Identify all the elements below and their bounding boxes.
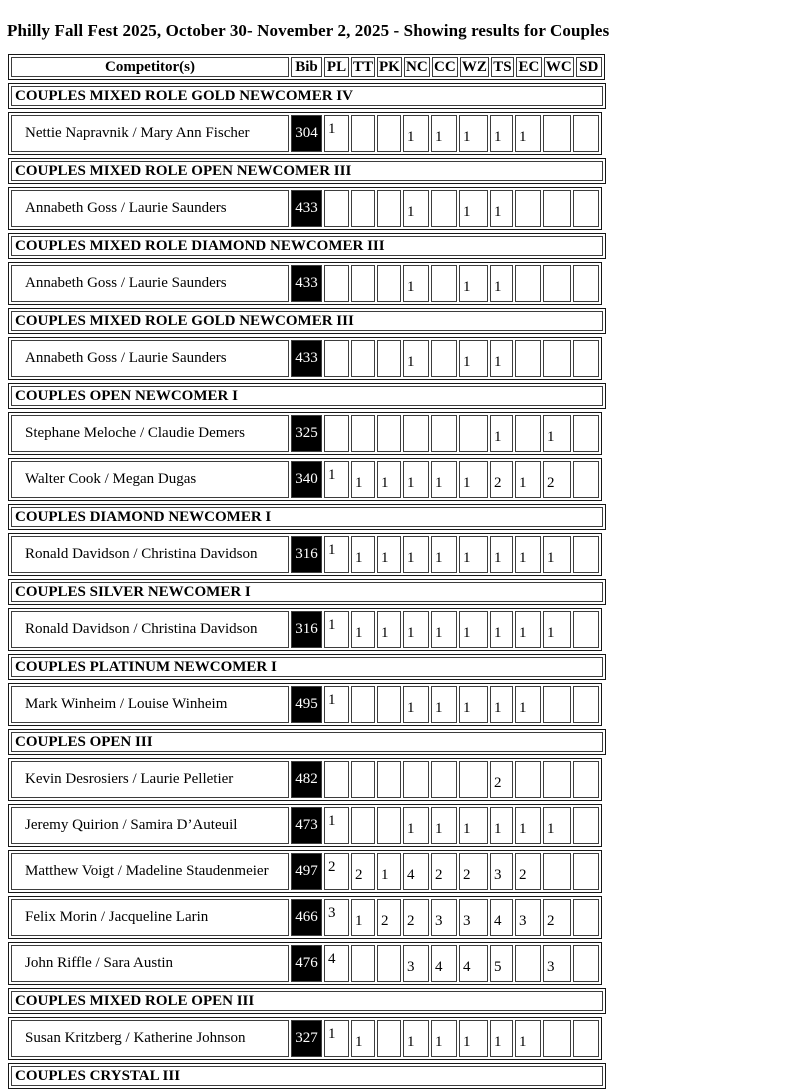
bib-number: 497: [291, 853, 322, 890]
score-cell: [543, 686, 571, 723]
score-cell: 1: [324, 536, 349, 573]
score-cell: 1: [377, 461, 401, 498]
score-cell: 1: [515, 1020, 541, 1057]
score-cell: 1: [351, 536, 375, 573]
score-cell: [377, 945, 401, 982]
score-cell: 1: [490, 611, 513, 648]
competitor-row: [8, 533, 602, 576]
score-cell: 1: [459, 115, 488, 152]
score-cell: 2: [490, 761, 513, 798]
score-cell: 2: [377, 899, 401, 936]
score-cell: [377, 340, 401, 377]
score-cell: [573, 340, 599, 377]
score-cell: [515, 415, 541, 452]
score-cell: 1: [403, 536, 429, 573]
score-cell: 1: [431, 686, 457, 723]
bib-number: 476: [291, 945, 322, 982]
section-title: COUPLES OPEN III: [11, 732, 603, 752]
bib-number: 316: [291, 536, 322, 573]
score-cell: [573, 611, 599, 648]
results-table: [8, 54, 608, 1089]
section-header: [8, 308, 606, 334]
score-cell: 1: [403, 611, 429, 648]
score-cell: 1: [459, 807, 488, 844]
score-cell: [403, 415, 429, 452]
score-cell: [431, 265, 457, 302]
score-cell: 1: [351, 899, 375, 936]
score-cell: [351, 265, 375, 302]
score-cell: [515, 340, 541, 377]
score-cell: 2: [431, 853, 457, 890]
page-title: Philly Fall Fest 2025, October 30- November 2, 2025 - Showing results for Couples: [7, 21, 610, 40]
competitor-row: [8, 896, 602, 939]
score-cell: 2: [515, 853, 541, 890]
score-cell: [377, 265, 401, 302]
score-cell: [573, 190, 599, 227]
score-cell: 1: [490, 115, 513, 152]
competitor-row: [8, 758, 602, 801]
score-cell: 1: [459, 190, 488, 227]
score-cell: [573, 1020, 599, 1057]
score-cell: 1: [324, 686, 349, 723]
score-cell: [377, 807, 401, 844]
score-cell: 1: [351, 461, 375, 498]
score-cell: 2: [543, 461, 571, 498]
score-cell: [459, 415, 488, 452]
score-cell: 1: [351, 611, 375, 648]
bib-number: 473: [291, 807, 322, 844]
score-cell: 1: [403, 190, 429, 227]
section-title: COUPLES MIXED ROLE OPEN NEWCOMER III: [11, 161, 603, 181]
competitor-name: Ronald Davidson / Christina Davidson: [11, 536, 289, 573]
score-cell: 3: [403, 945, 429, 982]
section-header: [8, 83, 606, 109]
bib-number: 327: [291, 1020, 322, 1057]
section-header: [8, 654, 606, 680]
score-cell: 5: [490, 945, 513, 982]
score-cell: [351, 686, 375, 723]
bib-number: 433: [291, 265, 322, 302]
section-title: COUPLES OPEN NEWCOMER I: [11, 386, 603, 406]
section-header: [8, 579, 606, 605]
score-cell: [573, 853, 599, 890]
score-cell: [377, 115, 401, 152]
section-title: COUPLES MIXED ROLE DIAMOND NEWCOMER III: [11, 236, 603, 256]
competitor-name: Felix Morin / Jacqueline Larin: [11, 899, 289, 936]
bib-number: 325: [291, 415, 322, 452]
score-cell: 1: [490, 807, 513, 844]
score-cell: 1: [324, 611, 349, 648]
dance-column-header: SD: [576, 57, 602, 77]
score-cell: 4: [324, 945, 349, 982]
score-cell: 1: [403, 115, 429, 152]
competitor-row: [8, 850, 602, 893]
section-header: [8, 504, 606, 530]
score-cell: [515, 190, 541, 227]
score-cell: [351, 945, 375, 982]
score-cell: 1: [515, 686, 541, 723]
score-cell: [351, 761, 375, 798]
score-cell: 1: [515, 611, 541, 648]
competitor-name: Annabeth Goss / Laurie Saunders: [11, 340, 289, 377]
competitor-row: [8, 683, 602, 726]
score-cell: [515, 265, 541, 302]
dance-column-header: TS: [491, 57, 514, 77]
score-cell: [431, 761, 457, 798]
competitor-name: Annabeth Goss / Laurie Saunders: [11, 190, 289, 227]
score-cell: [324, 265, 349, 302]
score-cell: 1: [431, 536, 457, 573]
section-header: [8, 383, 606, 409]
score-cell: [351, 415, 375, 452]
competitor-row: [8, 337, 602, 380]
score-cell: [543, 761, 571, 798]
header-row: [8, 54, 605, 80]
score-cell: 1: [324, 807, 349, 844]
score-cell: [431, 190, 457, 227]
section-title: COUPLES MIXED ROLE GOLD NEWCOMER III: [11, 311, 603, 331]
score-cell: 1: [459, 461, 488, 498]
score-cell: 1: [543, 415, 571, 452]
score-cell: 1: [490, 340, 513, 377]
section-title: COUPLES SILVER NEWCOMER I: [11, 582, 603, 602]
score-cell: 1: [543, 536, 571, 573]
dance-column-header: TT: [353, 59, 374, 75]
competitor-name: Kevin Desrosiers / Laurie Pelletier: [11, 761, 289, 798]
score-cell: 1: [459, 1020, 488, 1057]
competitor-name: Nettie Napravnik / Mary Ann Fischer: [11, 115, 289, 152]
score-cell: 1: [324, 115, 349, 152]
competitor-name: Matthew Voigt / Madeline Staudenmeier: [11, 853, 289, 890]
score-cell: 1: [490, 265, 513, 302]
score-cell: [543, 853, 571, 890]
score-cell: 1: [515, 461, 541, 498]
dance-column-header: PL: [324, 57, 349, 77]
section-header: [8, 233, 606, 259]
dance-column-header: EC: [516, 57, 542, 77]
competitor-name: John Riffle / Sara Austin: [11, 945, 289, 982]
score-cell: 2: [459, 853, 488, 890]
score-cell: 3: [515, 899, 541, 936]
bib-number: 433: [291, 190, 322, 227]
score-cell: [515, 945, 541, 982]
score-cell: 1: [403, 340, 429, 377]
competitor-name: Susan Kritzberg / Katherine Johnson: [11, 1020, 289, 1057]
score-cell: 1: [403, 265, 429, 302]
score-cell: 1: [351, 1020, 375, 1057]
score-cell: [573, 761, 599, 798]
section-title: COUPLES PLATINUM NEWCOMER I: [11, 657, 603, 677]
dance-column-header: CC: [432, 57, 458, 77]
score-cell: 4: [403, 853, 429, 890]
score-cell: 1: [403, 461, 429, 498]
score-cell: 1: [377, 611, 401, 648]
bib-number: 304: [291, 115, 322, 152]
bib-number: 316: [291, 611, 322, 648]
score-cell: [431, 340, 457, 377]
competitor-row: [8, 942, 602, 985]
score-cell: 3: [431, 899, 457, 936]
score-cell: [543, 1020, 571, 1057]
score-cell: [543, 190, 571, 227]
score-cell: [573, 415, 599, 452]
bib-number: 433: [291, 340, 322, 377]
score-cell: [573, 536, 599, 573]
competitor-name: Walter Cook / Megan Dugas: [11, 461, 289, 498]
score-cell: 2: [543, 899, 571, 936]
score-cell: 3: [459, 899, 488, 936]
bib-number: 482: [291, 761, 322, 798]
score-cell: [324, 761, 349, 798]
competitor-column-header: Competitor(s): [11, 57, 289, 77]
bib-column-header: Bib: [291, 57, 322, 77]
score-cell: 1: [490, 686, 513, 723]
score-cell: 1: [431, 807, 457, 844]
score-cell: [403, 761, 429, 798]
score-cell: [377, 415, 401, 452]
score-cell: [351, 190, 375, 227]
score-cell: [324, 190, 349, 227]
score-cell: 1: [377, 853, 401, 890]
section-header: [8, 1063, 606, 1089]
score-cell: 1: [490, 415, 513, 452]
competitor-row: [8, 804, 602, 847]
score-cell: 4: [459, 945, 488, 982]
score-cell: [351, 807, 375, 844]
score-cell: 1: [431, 461, 457, 498]
score-cell: 1: [324, 461, 349, 498]
section-title: COUPLES CRYSTAL III: [11, 1066, 603, 1086]
score-cell: [543, 340, 571, 377]
bib-number: 340: [291, 461, 322, 498]
score-cell: 1: [515, 536, 541, 573]
dance-column-header: PK: [379, 59, 400, 75]
competitor-row: [8, 112, 602, 155]
score-cell: [377, 686, 401, 723]
competitor-name: Mark Winheim / Louise Winheim: [11, 686, 289, 723]
score-cell: 1: [459, 686, 488, 723]
competitor-row: [8, 458, 602, 501]
score-cell: 2: [351, 853, 375, 890]
score-cell: [543, 265, 571, 302]
score-cell: [543, 115, 571, 152]
score-cell: [573, 265, 599, 302]
score-cell: [573, 899, 599, 936]
score-cell: [573, 945, 599, 982]
score-cell: 3: [324, 899, 349, 936]
score-cell: 1: [515, 115, 541, 152]
competitor-name: Ronald Davidson / Christina Davidson: [11, 611, 289, 648]
score-cell: [351, 340, 375, 377]
score-cell: [515, 761, 541, 798]
score-cell: 1: [431, 1020, 457, 1057]
score-cell: 1: [490, 1020, 513, 1057]
section-header: [8, 729, 606, 755]
score-cell: [573, 461, 599, 498]
bib-number: 466: [291, 899, 322, 936]
score-cell: 1: [459, 340, 488, 377]
dance-column-header: WC: [545, 59, 572, 75]
section-header: [8, 158, 606, 184]
section-title: COUPLES DIAMOND NEWCOMER I: [11, 507, 603, 527]
score-cell: 1: [543, 807, 571, 844]
competitor-row: [8, 187, 602, 230]
competitor-name: Annabeth Goss / Laurie Saunders: [11, 265, 289, 302]
score-cell: 4: [431, 945, 457, 982]
score-cell: [573, 115, 599, 152]
score-cell: 4: [490, 899, 513, 936]
score-cell: [573, 807, 599, 844]
score-cell: [377, 761, 401, 798]
score-cell: 1: [490, 190, 513, 227]
score-cell: 1: [459, 536, 488, 573]
score-cell: 1: [403, 686, 429, 723]
score-cell: 1: [403, 807, 429, 844]
score-cell: [351, 115, 375, 152]
score-cell: 1: [515, 807, 541, 844]
score-cell: 1: [431, 611, 457, 648]
score-cell: 1: [403, 1020, 429, 1057]
score-cell: 1: [431, 115, 457, 152]
score-cell: [324, 340, 349, 377]
score-cell: 1: [490, 536, 513, 573]
competitor-name: Jeremy Quirion / Samira D’Auteuil: [11, 807, 289, 844]
score-cell: 1: [377, 536, 401, 573]
score-cell: [431, 415, 457, 452]
score-cell: [324, 415, 349, 452]
score-cell: 1: [324, 1020, 349, 1057]
competitor-row: [8, 1017, 602, 1060]
competitor-row: [8, 262, 602, 305]
score-cell: 2: [324, 853, 349, 890]
score-cell: [459, 761, 488, 798]
score-cell: [377, 190, 401, 227]
bib-number: 495: [291, 686, 322, 723]
score-cell: [573, 686, 599, 723]
competitor-row: [8, 608, 602, 651]
score-cell: 1: [459, 611, 488, 648]
dance-column-header: NC: [404, 57, 430, 77]
score-cell: [377, 1020, 401, 1057]
score-cell: 3: [490, 853, 513, 890]
score-cell: 2: [490, 461, 513, 498]
section-title: COUPLES MIXED ROLE OPEN III: [11, 991, 603, 1011]
score-cell: 1: [459, 265, 488, 302]
section-header: [8, 988, 606, 1014]
competitor-name: Stephane Meloche / Claudie Demers: [11, 415, 289, 452]
competitor-row: [8, 412, 602, 455]
dance-column-header: WZ: [461, 59, 487, 75]
section-title: COUPLES MIXED ROLE GOLD NEWCOMER IV: [11, 86, 603, 106]
score-cell: 3: [543, 945, 571, 982]
score-cell: 2: [403, 899, 429, 936]
score-cell: 1: [543, 611, 571, 648]
